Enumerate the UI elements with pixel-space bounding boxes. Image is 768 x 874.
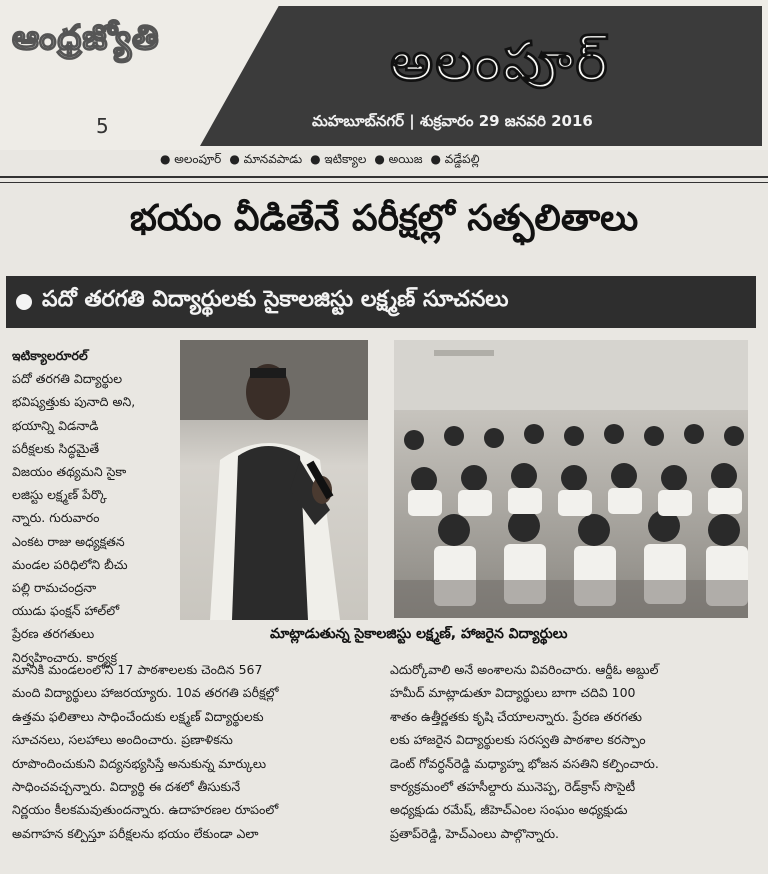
text-line: హమీద్ మాట్లాడుతూ విద్యార్థులు బాగా చదివి 100 — [390, 685, 636, 701]
text-line: భవిష్యత్తుకు పునాది అని, — [12, 394, 136, 410]
dateline: మహబూబ్‌నగర్ | శుక్రవారం 29 జనవరి 2016 — [312, 112, 593, 130]
text-line: పల్లి రామచంద్రనా — [12, 580, 97, 596]
left-column — [12, 344, 172, 669]
text-line: మానికి మండలంలోని 17 పాఠశాలలకు చెందిన 567 — [12, 662, 263, 677]
edition-title: అలంపూర్ — [390, 30, 610, 93]
text-line: ప్రతాప్‌రెడ్డి, హెచ్ఎంలు పాల్గొన్నారు. — [390, 825, 559, 841]
text-line: డెంట్ గోవర్ధన్‌రెడ్డి మధ్యాహ్న భోజన వసతిని కల్పించారు. — [390, 755, 659, 771]
newspaper-logo: ఆంధ్రజ్యోతి — [12, 18, 160, 58]
text-line: విజయం తథ్యమని సైకా — [12, 464, 127, 480]
text-line: పదో తరగతి విద్యార్థుల — [12, 371, 123, 387]
photo-caption: మాట్లాడుతున్న సైకాలజిస్టు లక్ష్మణ్, హాజరైన విద్యార్థులు — [270, 626, 568, 642]
text-line: నిర్ణయం కీలకమవుతుందన్నారు. ఉదాహరణల రూపంలో — [12, 802, 279, 818]
body-right-column — [390, 658, 760, 845]
article-headline: భయం వీడితేనే పరీక్షల్లో సత్ఫలితాలు — [129, 198, 639, 239]
location-item: ● ఇటిక్యాల — [310, 152, 367, 166]
bullet-icon — [16, 294, 32, 310]
text-line: రూపొందించుకుని విద్యనభ్యసిస్తే అనుకున్న మార్కులు — [12, 755, 267, 771]
text-line: ఎంకట రాజు అధ్యక్షతన — [12, 533, 125, 549]
text-line: భయాన్ని విడనాడి — [12, 417, 99, 433]
text-line: లకు హాజరైన విద్యార్థులకు సరస్వతి పాఠశాల కరస్పాం — [390, 732, 646, 748]
text-line: న్నారు. గురువారం — [12, 510, 100, 526]
students-photo — [394, 340, 748, 618]
text-line: మండల పరిధిలోని బీచు — [12, 556, 128, 572]
masthead — [0, 0, 768, 150]
speaker-figure-icon — [180, 340, 368, 620]
text-line: అధ్యక్షుడు రమేష్, జీహెచ్ఎంల సంఘం అధ్యక్షుడు — [390, 802, 628, 818]
location-item: ● వడ్డేపల్లి — [430, 152, 480, 166]
location-item: ● అయిజ — [374, 152, 423, 166]
text-line: ఉత్తమ ఫలితాలు సాధించేందుకు లక్ష్మణ్ విద్యార్థులకు — [12, 708, 264, 724]
byline: ఇటిక్యాలరూరల్ — [12, 348, 88, 363]
speaker-photo — [180, 340, 368, 620]
text-line: శాతం ఉత్తీర్ణతకు కృషి చేయాలన్నారు. ప్రేరణ తరగతు — [390, 708, 642, 724]
text-line: ప్రేరణ తరగతులు — [12, 626, 95, 642]
divider — [0, 176, 768, 178]
text-line: సూచనలు, సలహాలు అందించారు. ప్రణాళికను — [12, 732, 233, 748]
text-line: కార్యక్రమంలో తహసీల్దారు మునెప్ప, రెడ్‌క్రాస్ సొసైటీ — [390, 779, 636, 795]
location-item: ● మానవపాడు — [229, 152, 303, 166]
location-item: ● అలంపూర్ — [160, 152, 222, 166]
subheadline-bar — [6, 276, 756, 328]
text-line: లజిస్టు లక్ష్మణ్ పేర్కొ — [12, 487, 107, 503]
text-line: సాధించవచ్చన్నారు. విద్యార్థి ఈ దశలో తీసుకునే — [12, 779, 241, 795]
crowd-figure-icon — [394, 340, 748, 618]
page-number: 5 — [96, 114, 109, 138]
body-left-column — [12, 658, 372, 845]
location-bar — [160, 152, 480, 169]
text-line: నిర్వహించారు. కార్యక్ర — [12, 649, 117, 665]
text-line: అవగాహన కల్పిస్తూ పరీక్షలను భయం లేకుండా ఎలా — [12, 825, 259, 841]
divider — [0, 182, 768, 183]
text-line: పరీక్షలకు సిద్ధమైతే — [12, 440, 100, 456]
text-line: ఎదుర్కోవాలి అనే అంశాలను వివరించారు. ఆర్డీఓ అబ్దుల్ — [390, 662, 659, 677]
article-subheadline: పదో తరగతి విద్యార్థులకు సైకాలజిస్టు లక్ష్మణ్ సూచనలు — [42, 287, 509, 312]
text-line: యుడు ఫంక్షన్ హాల్‌లో — [12, 603, 120, 619]
text-line: మంది విద్యార్థులు హాజరయ్యారు. 10వ తరగతి పరీక్షల్లో — [12, 685, 279, 701]
